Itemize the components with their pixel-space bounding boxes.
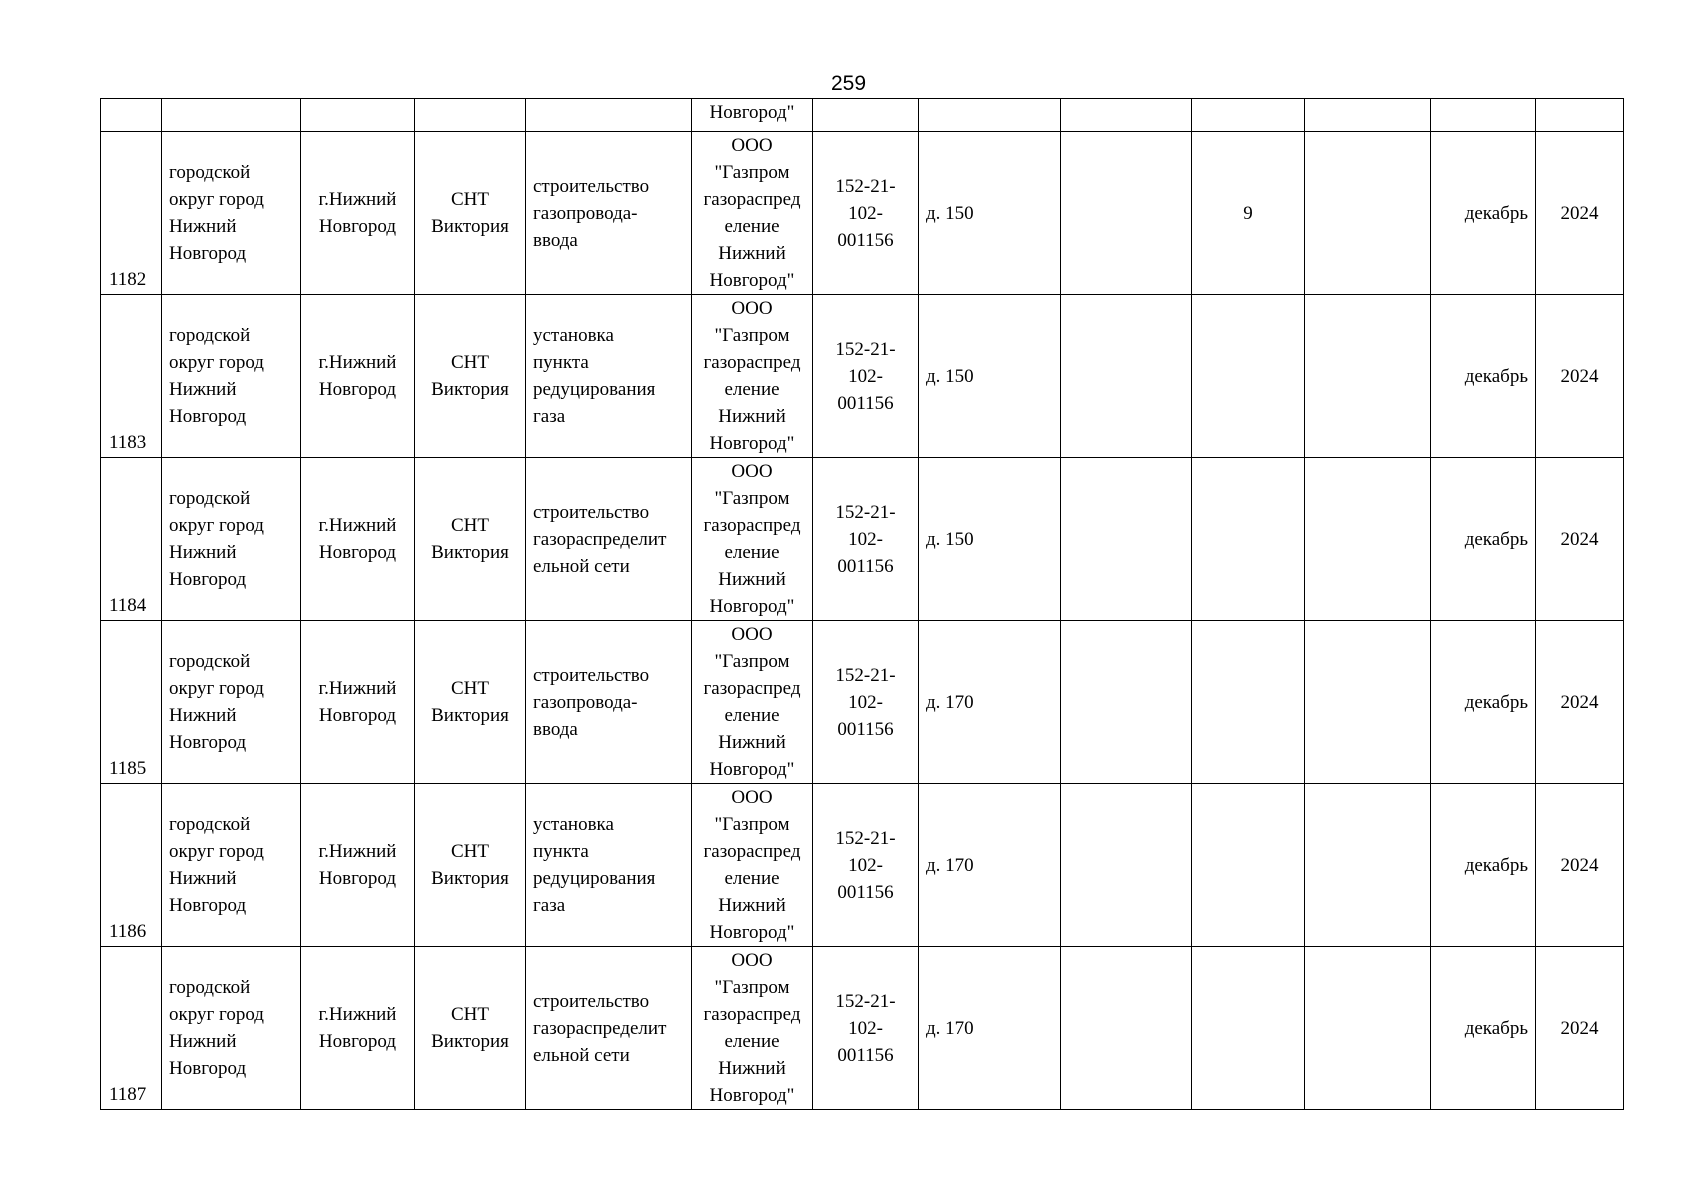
cell-code: 152-21- 102- 001156: [813, 947, 919, 1110]
page-number: 259: [830, 72, 867, 95]
cell-value: 9: [1192, 132, 1305, 295]
cell-month: декабрь: [1431, 784, 1536, 947]
cell-num: 1183: [101, 295, 162, 458]
cell-work: строительство газораспределит ельной сети: [526, 947, 692, 1110]
cell-location: СНТ Виктория: [415, 458, 526, 621]
cell-owner: Новгород": [692, 99, 813, 132]
cell-value: [1192, 947, 1305, 1110]
cell-empty-1: [1061, 99, 1192, 132]
cell-value: [1192, 784, 1305, 947]
cell-district: городской округ город Нижний Новгород: [162, 784, 301, 947]
cell-num: 1185: [101, 621, 162, 784]
cell-code: [813, 99, 919, 132]
cell-month: декабрь: [1431, 947, 1536, 1110]
cell-address: д. 150: [919, 295, 1061, 458]
table-row: [101, 784, 1624, 947]
table-row: [101, 947, 1624, 1110]
cell-year: 2024: [1536, 132, 1624, 295]
cell-city: г.Нижний Новгород: [301, 458, 415, 621]
cell-city: г.Нижний Новгород: [301, 621, 415, 784]
cell-month: декабрь: [1431, 295, 1536, 458]
cell-district: городской округ город Нижний Новгород: [162, 621, 301, 784]
cell-owner: ООО "Газпром газораспред еление Нижний Новгород": [692, 458, 813, 621]
cell-district: городской округ город Нижний Новгород: [162, 458, 301, 621]
cell-code: 152-21- 102- 001156: [813, 132, 919, 295]
cell-district: городской округ город Нижний Новгород: [162, 132, 301, 295]
continuation-row: [101, 99, 1624, 132]
cell-work: строительство газопровода- ввода: [526, 621, 692, 784]
cell-num: 1187: [101, 947, 162, 1110]
cell-empty-1: [1061, 947, 1192, 1110]
cell-city: г.Нижний Новгород: [301, 132, 415, 295]
cell-owner: ООО "Газпром газораспред еление Нижний Новгород": [692, 947, 813, 1110]
cell-city: [301, 99, 415, 132]
cell-year: 2024: [1536, 458, 1624, 621]
cell-empty-1: [1061, 784, 1192, 947]
cell-city: г.Нижний Новгород: [301, 295, 415, 458]
cell-location: СНТ Виктория: [415, 947, 526, 1110]
cell-location: СНТ Виктория: [415, 295, 526, 458]
cell-month: декабрь: [1431, 132, 1536, 295]
cell-num: [101, 99, 162, 132]
cell-month: [1431, 99, 1536, 132]
cell-location: СНТ Виктория: [415, 621, 526, 784]
cell-address: д. 150: [919, 132, 1061, 295]
cell-year: 2024: [1536, 784, 1624, 947]
table-row: [101, 295, 1624, 458]
cell-owner: ООО "Газпром газораспред еление Нижний Новгород": [692, 295, 813, 458]
cell-year: 2024: [1536, 947, 1624, 1110]
cell-city: г.Нижний Новгород: [301, 784, 415, 947]
table-row: [101, 621, 1624, 784]
cell-num: 1186: [101, 784, 162, 947]
cell-work: установка пункта редуцирования газа: [526, 784, 692, 947]
cell-empty-1: [1061, 458, 1192, 621]
table-row: [101, 458, 1624, 621]
cell-owner: ООО "Газпром газораспред еление Нижний Новгород": [692, 621, 813, 784]
cell-num: 1184: [101, 458, 162, 621]
cell-code: 152-21- 102- 001156: [813, 621, 919, 784]
cell-empty-2: [1305, 947, 1431, 1110]
cell-year: [1536, 99, 1624, 132]
cell-work: строительство газопровода- ввода: [526, 132, 692, 295]
cell-year: 2024: [1536, 621, 1624, 784]
cell-district: городской округ город Нижний Новгород: [162, 295, 301, 458]
cell-value: [1192, 458, 1305, 621]
cell-code: 152-21- 102- 001156: [813, 295, 919, 458]
cell-year: 2024: [1536, 295, 1624, 458]
cell-value: [1192, 295, 1305, 458]
cell-district: городской округ город Нижний Новгород: [162, 947, 301, 1110]
cell-empty-2: [1305, 132, 1431, 295]
cell-value: [1192, 99, 1305, 132]
cell-address: д. 170: [919, 621, 1061, 784]
cell-address: д. 170: [919, 947, 1061, 1110]
cell-month: декабрь: [1431, 458, 1536, 621]
table-row: [101, 132, 1624, 295]
gas-works-table: [100, 98, 1624, 1110]
cell-empty-2: [1305, 458, 1431, 621]
cell-owner: ООО "Газпром газораспред еление Нижний Новгород": [692, 784, 813, 947]
cell-work: строительство газораспределит ельной сети: [526, 458, 692, 621]
cell-address: д. 150: [919, 458, 1061, 621]
cell-month: декабрь: [1431, 621, 1536, 784]
cell-address: д. 170: [919, 784, 1061, 947]
cell-num: 1182: [101, 132, 162, 295]
cell-address: [919, 99, 1061, 132]
cell-empty-2: [1305, 784, 1431, 947]
cell-city: г.Нижний Новгород: [301, 947, 415, 1110]
cell-code: 152-21- 102- 001156: [813, 784, 919, 947]
cell-value: [1192, 621, 1305, 784]
cell-empty-1: [1061, 621, 1192, 784]
cell-empty-2: [1305, 295, 1431, 458]
cell-code: 152-21- 102- 001156: [813, 458, 919, 621]
cell-empty-1: [1061, 295, 1192, 458]
cell-owner: ООО "Газпром газораспред еление Нижний Новгород": [692, 132, 813, 295]
cell-empty-2: [1305, 99, 1431, 132]
cell-empty-2: [1305, 621, 1431, 784]
cell-work: установка пункта редуцирования газа: [526, 295, 692, 458]
cell-work: [526, 99, 692, 132]
cell-district: [162, 99, 301, 132]
cell-location: СНТ Виктория: [415, 784, 526, 947]
cell-location: [415, 99, 526, 132]
cell-empty-1: [1061, 132, 1192, 295]
cell-location: СНТ Виктория: [415, 132, 526, 295]
